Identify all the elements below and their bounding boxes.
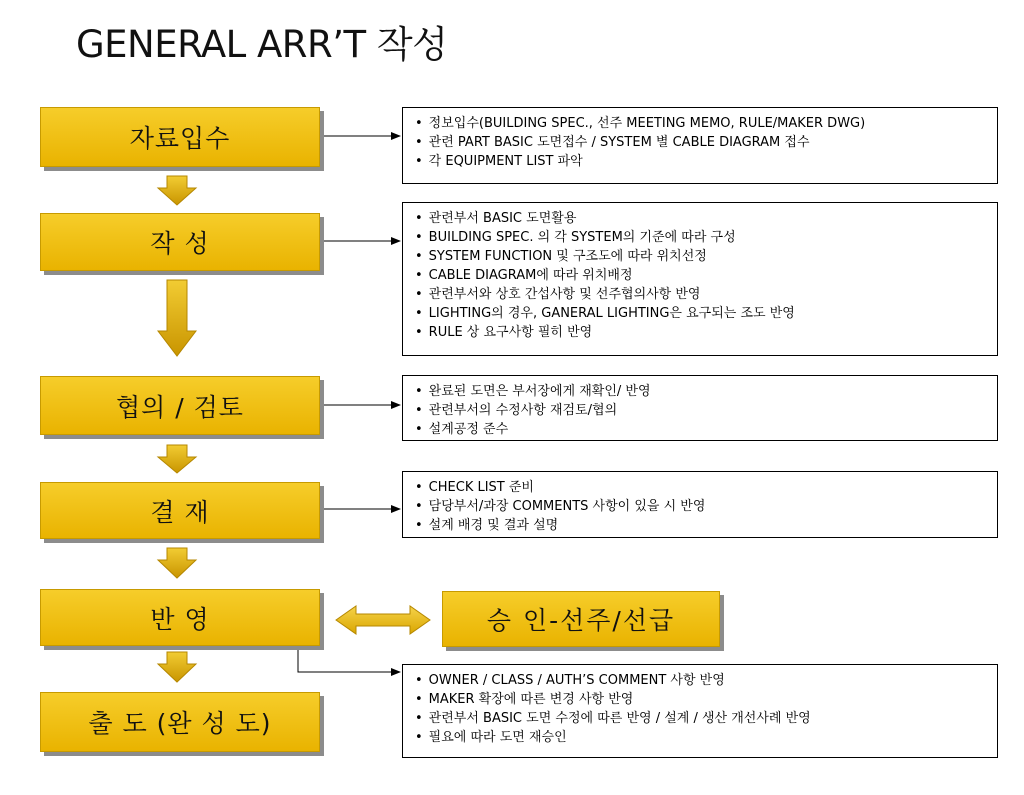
connector-line-5 xyxy=(298,644,400,672)
note-box-review xyxy=(402,375,998,441)
down-arrow-4 xyxy=(158,548,196,578)
down-arrow-3 xyxy=(158,445,196,473)
step-box-review: 협의 / 검토 xyxy=(40,376,320,435)
double-arrow xyxy=(336,606,430,634)
note-item: • MAKER 확장에 따른 변경 사항 반영 xyxy=(415,690,987,709)
note-item: • CABLE DIAGRAM에 따라 위치배정 xyxy=(415,266,987,285)
note-item: • 정보입수(BUILDING SPEC., 선주 MEETING MEMO, RULE/MAKER DWG) xyxy=(415,114,987,133)
step-box-release: 출 도 (완 성 도) xyxy=(40,692,320,752)
down-arrow-1 xyxy=(158,176,196,205)
note-item: • 관련 PART BASIC 도면접수 / SYSTEM 별 CABLE DIAGRAM 접수 xyxy=(415,133,987,152)
step-box-data-collection: 자료입수 xyxy=(40,107,320,167)
note-item: • LIGHTING의 경우, GANERAL LIGHTING은 요구되는 조도 반영 xyxy=(415,304,987,323)
note-item: • RULE 상 요구사항 필히 반영 xyxy=(415,323,987,342)
step-box-drafting: 작 성 xyxy=(40,213,320,271)
note-item: • 관련부서와 상호 간섭사항 및 선주협의사항 반영 xyxy=(415,285,987,304)
note-item: • 완료된 도면은 부서장에게 재확인/ 반영 xyxy=(415,382,987,401)
note-item: • 담당부서/과장 COMMENTS 사항이 있을 시 반영 xyxy=(415,497,987,516)
note-item: • 필요에 따라 도면 재승인 xyxy=(415,728,987,747)
page-title: GENERAL ARR’T 작성 xyxy=(76,23,448,66)
note-box-approval xyxy=(402,471,998,538)
step-box-approval: 결 재 xyxy=(40,482,320,539)
note-item: • CHECK LIST 준비 xyxy=(415,478,987,497)
note-box-drafting xyxy=(402,202,998,356)
owner-class-approval-box: 승 인-선주/선급 xyxy=(442,591,720,647)
note-item: • BUILDING SPEC. 의 각 SYSTEM의 기준에 따라 구성 xyxy=(415,228,987,247)
step-box-reflect: 반 영 xyxy=(40,589,320,646)
down-arrow-5 xyxy=(158,652,196,682)
note-item: • 관련부서 BASIC 도면활용 xyxy=(415,209,987,228)
note-item: • 각 EQUIPMENT LIST 파악 xyxy=(415,152,987,171)
down-arrow-2 xyxy=(158,280,196,356)
note-box-data-collection xyxy=(402,107,998,184)
note-item: • SYSTEM FUNCTION 및 구조도에 따라 위치선정 xyxy=(415,247,987,266)
note-box-release xyxy=(402,664,998,758)
note-item: • 설계 배경 및 결과 설명 xyxy=(415,516,987,535)
note-item: • 관련부서 BASIC 도면 수정에 따른 반영 / 설계 / 생산 개선사례 반영 xyxy=(415,709,987,728)
note-item: • 관련부서의 수정사항 재검토/협의 xyxy=(415,401,987,420)
note-item: • OWNER / CLASS / AUTH’S COMMENT 사항 반영 xyxy=(415,671,987,690)
note-item: • 설계공정 준수 xyxy=(415,420,987,439)
